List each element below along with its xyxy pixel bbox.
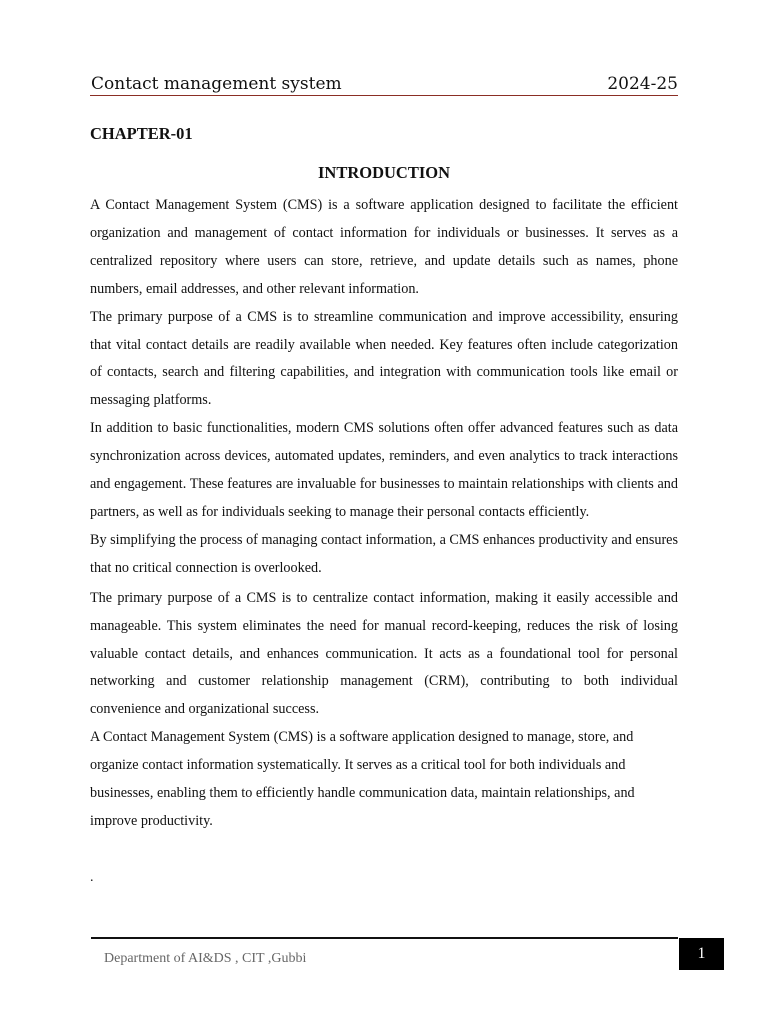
paragraph: In addition to basic functionalities, modern CMS solutions often offer advanced features such as data synchronization across devices, automated updates, reminders, and even analytics to track interactions and engagement. These features are invaluable for businesses to maintain relationships with clients and partners, as well as for individuals seeking to manage their personal contacts efficiently. xyxy=(90,420,678,520)
paragraph: A Contact Management System (CMS) is a software application designed to manage, store, and organize contact information systematically. It serves as a critical tool for both individuals and businesses, enabling them to efficiently handle communication data, maintain relationships, and improve productivity. xyxy=(90,729,635,829)
trailing-mark: . xyxy=(90,870,94,885)
chapter-heading: CHAPTER-01 xyxy=(90,124,193,143)
body-text xyxy=(90,192,678,836)
document-title: Contact management system xyxy=(91,74,342,94)
paragraph: The primary purpose of a CMS is to centralize contact information, making it easily accessible and manageable. This system eliminates the need for manual record-keeping, reduces the risk of losing valuable contact details, and enhances communication. It acts as a foundational tool for personal networking and customer relationship management (CRM), contributing to both individual convenience and organizational success. xyxy=(90,589,678,718)
paragraph: The primary purpose of a CMS is to streamline communication and improve accessibility, ensuring that vital contact details are readily available when needed. Key features often include categorization of contacts, search and filtering capabilities, and integration with communication tools like email or messaging platforms. xyxy=(90,308,678,409)
footer-department: Department of AI&DS , CIT ,Gubbi xyxy=(104,951,307,966)
page-number: 1 xyxy=(679,938,724,970)
paragraph: A Contact Management System (CMS) is a software application designed to facilitate the efficient organization and management of contact information for individuals or businesses. It serves as a centralized repository where users can store, retrieve, and update details such as names, phone numbers, email addresses, and other relevant information. xyxy=(90,197,678,297)
academic-year: 2024-25 xyxy=(607,74,678,94)
page-header xyxy=(90,73,678,96)
footer-divider xyxy=(91,937,678,939)
section-title: INTRODUCTION xyxy=(317,163,451,182)
paragraph: By simplifying the process of managing contact information, a CMS enhances productivity and ensures that no critical connection is overlooked. xyxy=(90,531,678,576)
